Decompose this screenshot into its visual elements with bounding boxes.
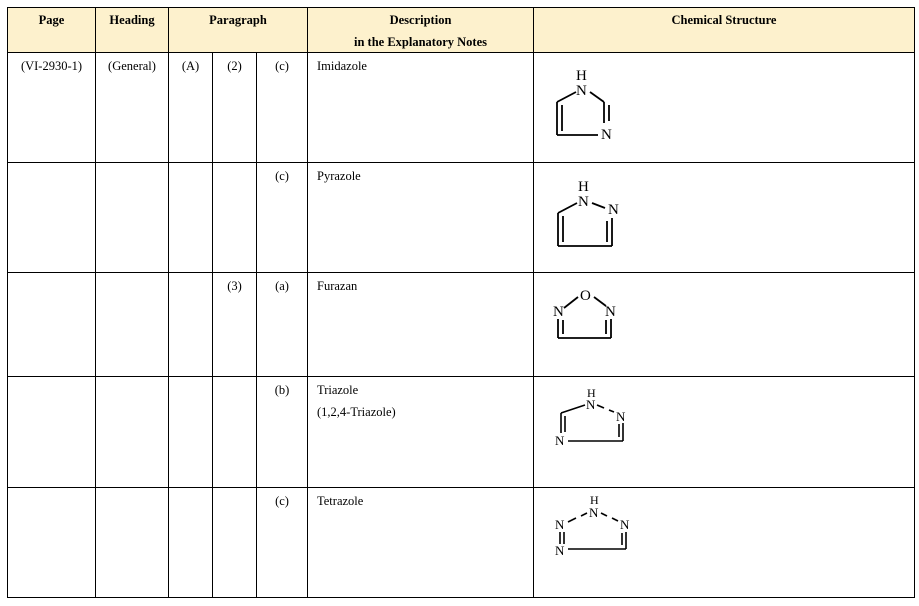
atom-label: N [576, 83, 587, 99]
atom-label: N [555, 543, 565, 558]
atom-label: N [605, 304, 616, 320]
paragraph-b-cell [213, 377, 257, 488]
description-name: Pyrazole [317, 169, 361, 183]
atom-label: H [576, 68, 587, 84]
description-cell [308, 488, 534, 598]
header-paragraph: Paragraph [169, 8, 308, 53]
description-name: Triazole [317, 383, 359, 397]
atom-label: H [587, 386, 596, 400]
atom-label: N [616, 409, 626, 424]
triazole-structure [534, 377, 654, 485]
description-subtitle: (1,2,4-Triazole) [317, 405, 396, 419]
heading-cell [96, 377, 169, 488]
atom-label: N [620, 517, 630, 532]
paragraph-a-cell [169, 163, 213, 273]
table-row [8, 488, 915, 598]
atom-label: N [578, 194, 589, 210]
paragraph-a-cell [169, 488, 213, 598]
description-cell [308, 53, 534, 163]
paragraph-b-cell [213, 488, 257, 598]
header-description-line2: in the Explanatory Notes [354, 35, 487, 49]
structure-cell [534, 488, 915, 598]
atom-label: O [580, 288, 591, 304]
description-name: Furazan [317, 279, 358, 293]
header-description [308, 8, 534, 53]
heading-cell [96, 273, 169, 377]
structure-cell [534, 53, 915, 163]
structure-cell [534, 163, 915, 273]
heading-cell [96, 488, 169, 598]
paragraph-a-cell: (A) [169, 53, 213, 163]
paragraph-c-cell: (c) [257, 163, 308, 273]
explanatory-notes-table [7, 7, 915, 598]
paragraph-a-cell [169, 377, 213, 488]
paragraph-c-cell: (a) [257, 273, 308, 377]
description-name: Tetrazole [317, 494, 364, 508]
atom-label: H [578, 179, 589, 195]
pyrazole-structure [534, 163, 654, 271]
atom-label: N [608, 202, 619, 218]
description-name: Imidazole [317, 59, 367, 73]
description-cell [308, 377, 534, 488]
paragraph-c-cell: (c) [257, 488, 308, 598]
atom-label: N [601, 127, 612, 143]
atom-label: H [590, 493, 599, 507]
paragraph-b-cell: (2) [213, 53, 257, 163]
paragraph-c-cell: (c) [257, 53, 308, 163]
description-cell [308, 273, 534, 377]
structure-cell [534, 377, 915, 488]
furazan-structure [534, 273, 654, 373]
imidazole-structure [534, 53, 654, 161]
header-heading: Heading [96, 8, 169, 53]
paragraph-b-cell: (3) [213, 273, 257, 377]
atom-label: N [555, 517, 565, 532]
header-page: Page [8, 8, 96, 53]
structure-cell [534, 273, 915, 377]
table-row [8, 377, 915, 488]
atom-label: N [553, 304, 564, 320]
header-row [8, 8, 915, 53]
page-cell [8, 377, 96, 488]
description-cell [308, 163, 534, 273]
header-structure: Chemical Structure [534, 8, 915, 53]
table-row [8, 53, 915, 163]
table-row [8, 163, 915, 273]
tetrazole-structure [534, 488, 654, 596]
atom-label: N [589, 505, 599, 520]
atom-label: N [555, 433, 565, 448]
heading-cell: (General) [96, 53, 169, 163]
paragraph-b-cell [213, 163, 257, 273]
page-cell [8, 273, 96, 377]
paragraph-c-cell: (b) [257, 377, 308, 488]
table-row [8, 273, 915, 377]
atom-label: N [586, 397, 596, 412]
page-cell [8, 488, 96, 598]
paragraph-a-cell [169, 273, 213, 377]
page-cell [8, 163, 96, 273]
heading-cell [96, 163, 169, 273]
header-description-line1: Description [389, 13, 452, 27]
page-cell: (VI-2930-1) [8, 53, 96, 163]
